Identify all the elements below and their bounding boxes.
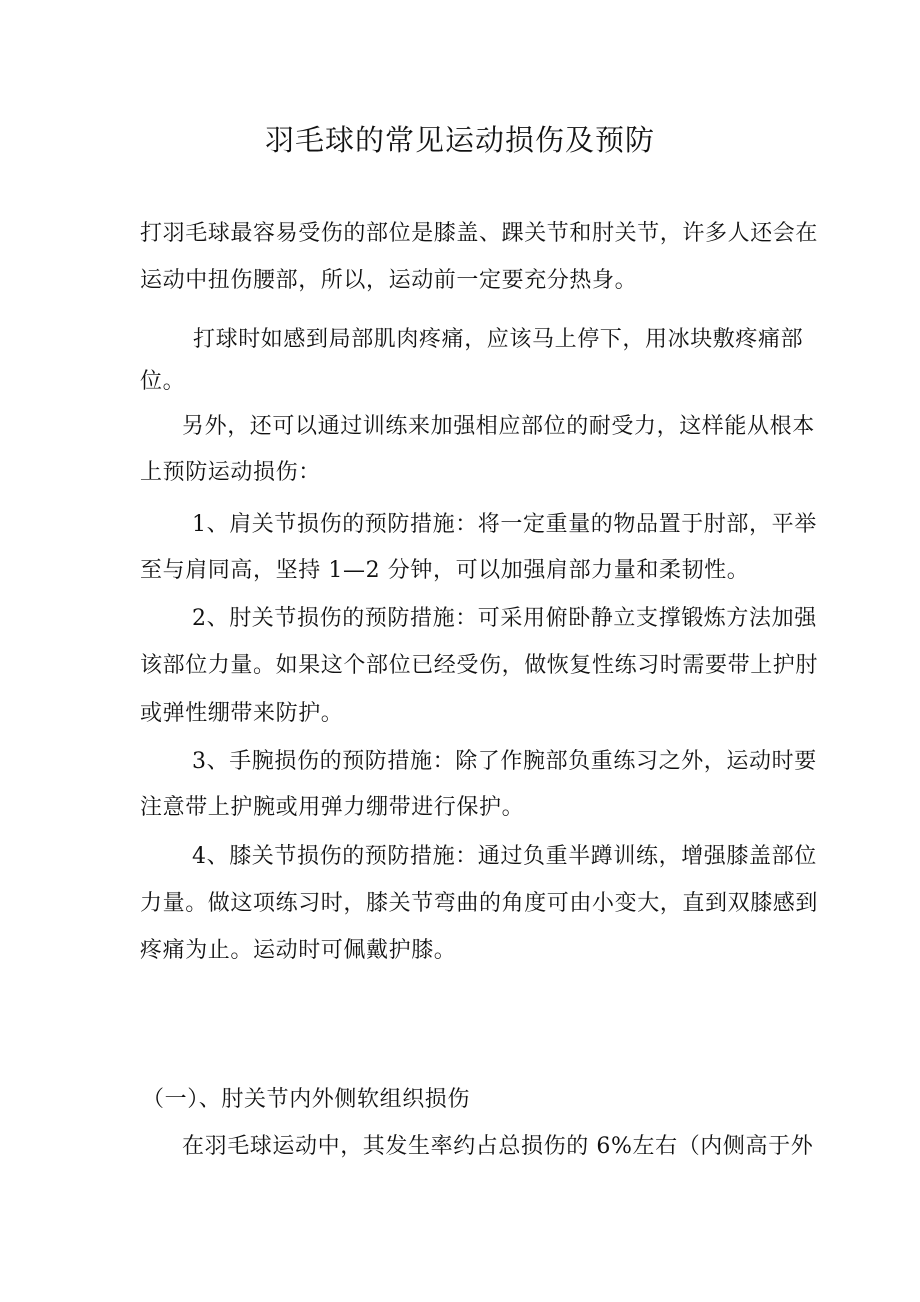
- paragraph-2-line-2: 位。: [140, 369, 186, 394]
- item-3-line-1: 3、手腕损伤的预防措施：除了作腕部负重练习之外，运动时要: [192, 749, 817, 774]
- document-title: 羽毛球的常见运动损伤及预防: [264, 123, 655, 157]
- item-2-line-3: 或弹性绷带来防护。: [140, 701, 344, 726]
- item-4-line-1: 4、膝关节损伤的预防措施：通过负重半蹲训练，增强膝盖部位: [192, 844, 817, 869]
- paragraph-2-line-1: 打球时如感到局部肌肉疼痛，应该马上停下，用冰块敷疼痛部: [193, 327, 804, 352]
- item-4-line-2: 力量。做这项练习时，膝关节弯曲的角度可由小变大，直到双膝感到: [140, 891, 819, 916]
- section-heading: （一）、肘关节内外侧软组织损伤: [142, 1087, 471, 1112]
- item-1-line-1: 1、肩关节损伤的预防措施：将一定重量的物品置于肘部，平举: [192, 512, 817, 537]
- item-2-line-1: 2、肘关节损伤的预防措施：可采用俯卧静立支撑锻炼方法加强: [192, 606, 817, 631]
- paragraph-1-line-1: 打羽毛球最容易受伤的部位是膝盖、踝关节和肘关节，许多人还会在: [140, 221, 819, 246]
- paragraph-1-line-2: 运动中扭伤腰部，所以，运动前一定要充分热身。: [140, 268, 638, 293]
- paragraph-3-line-1: 另外，还可以通过训练来加强相应部位的耐受力，这样能从根本: [182, 414, 815, 439]
- paragraph-3-line-2: 上预防运动损伤：: [140, 460, 321, 485]
- item-4-line-3: 疼痛为止。运动时可佩戴护膝。: [140, 938, 457, 963]
- item-3-line-2: 注意带上护腕或用弹力绷带进行保护。: [140, 795, 525, 820]
- item-2-line-2: 该部位力量。如果这个部位已经受伤，做恢复性练习时需要带上护肘: [140, 653, 819, 678]
- item-1-line-2: 至与肩同高，坚持 1—2 分钟，可以加强肩部力量和柔韧性。: [140, 558, 750, 583]
- section-paragraph-line-1: 在羽毛球运动中，其发生率约占总损伤的 6%左右（内侧高于外: [182, 1134, 814, 1159]
